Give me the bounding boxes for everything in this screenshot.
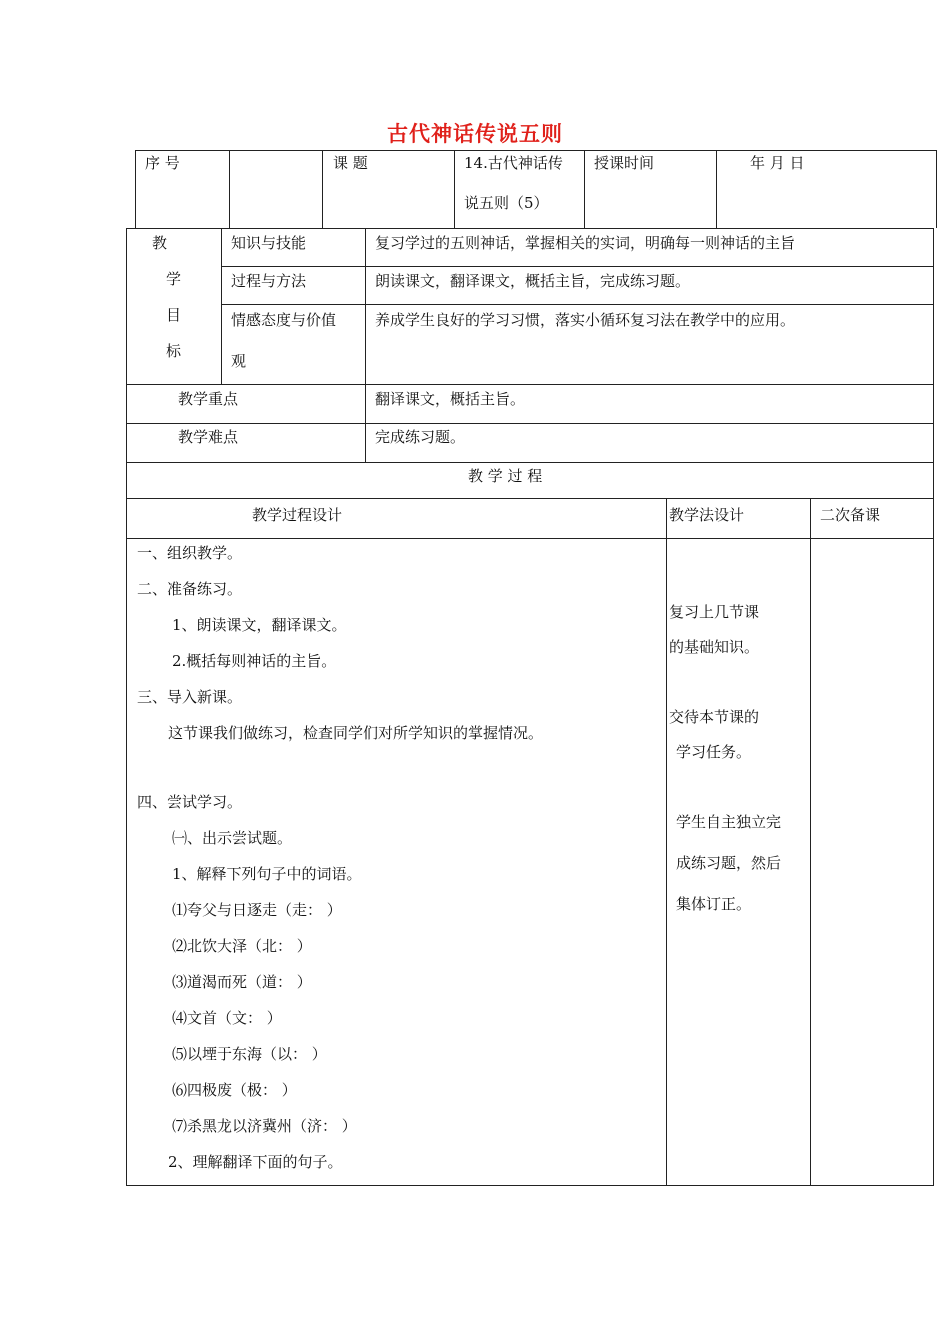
goals-label-char: 教: [152, 234, 168, 252]
rule: [716, 150, 717, 228]
design-line: ⑸以堙于东海（以： ）: [172, 1045, 327, 1063]
rule: [365, 228, 366, 462]
difficulty-label: 教学难点: [178, 428, 239, 446]
design-line: 二、准备练习。: [137, 580, 243, 598]
goal-name: 情感态度与价值: [231, 311, 337, 329]
rule: [126, 1185, 934, 1186]
design-line: 2.概括每则神话的主旨。: [172, 652, 337, 670]
rule: [126, 384, 934, 385]
goal-name: 过程与方法: [231, 272, 307, 290]
method-line: 成练习题，然后: [676, 854, 782, 872]
topic-value-line1: 14.古代神话传: [464, 154, 563, 172]
design-line: 2、理解翻译下面的句子。: [168, 1153, 343, 1171]
design-line: ㈠、出示尝试题。: [172, 829, 293, 847]
focus-value: 翻译课文，概括主旨。: [375, 390, 526, 408]
goals-label-char: 学: [166, 270, 182, 288]
difficulty-value: 完成练习题。: [375, 428, 466, 446]
method-line: 学习任务。: [676, 743, 752, 761]
design-line: ⑹四极废（极： ）: [172, 1081, 297, 1099]
rule: [584, 150, 585, 228]
design-line: 三、导入新课。: [137, 688, 243, 706]
goal-value: 养成学生良好的学习习惯，落实小循环复习法在教学中的应用。: [375, 311, 796, 329]
design-line: 1、朗读课文，翻译课文。: [172, 616, 347, 634]
method-line: 学生自主独立完: [676, 813, 782, 831]
rule: [221, 266, 933, 267]
design-line: 四、尝试学习。: [137, 793, 243, 811]
rule: [126, 228, 127, 1186]
rule: [229, 150, 230, 228]
design-line: 这节课我们做练习，检查同学们对所学知识的掌握情况。: [168, 724, 544, 742]
goals-label-char: 目: [166, 306, 182, 324]
document-title: 古代神话传说五则: [387, 121, 563, 146]
design-line: 一、组织教学。: [137, 544, 243, 562]
rule: [221, 304, 933, 305]
seq-label: 序 号: [145, 154, 180, 172]
goal-name: 知识与技能: [231, 234, 307, 252]
focus-label: 教学重点: [178, 390, 239, 408]
rule: [135, 150, 937, 151]
rule: [126, 462, 934, 463]
rule: [126, 228, 934, 229]
rule: [666, 498, 667, 1186]
design-line: ⑺杀黑龙以济冀州（济： ）: [172, 1117, 357, 1135]
process-title: 教 学 过 程: [468, 467, 543, 485]
rule: [933, 228, 934, 1186]
date-label: 年 月 日: [750, 154, 805, 172]
rule: [322, 150, 323, 228]
design-line: ⑵北饮大泽（北： ）: [172, 937, 312, 955]
topic-label: 课 题: [333, 154, 368, 172]
column-header-method: 教学法设计: [669, 506, 745, 524]
goals-label-char: 标: [166, 342, 182, 360]
rule: [221, 228, 222, 384]
goal-value: 朗读课文，翻译课文，概括主旨，完成练习题。: [375, 272, 691, 290]
rule: [126, 423, 934, 424]
design-line: ⑴夸父与日逐走（走： ）: [172, 901, 342, 919]
design-line: 1、解释下列句子中的词语。: [172, 865, 362, 883]
rule: [135, 150, 136, 228]
design-line: ⑶道渴而死（道： ）: [172, 973, 312, 991]
rule: [936, 150, 937, 228]
topic-value-line2: 说五则（5）: [464, 194, 549, 212]
goal-value: 复习学过的五则神话，掌握相关的实词，明确每一则神话的主旨: [375, 234, 796, 252]
method-line: 复习上几节课: [669, 603, 760, 621]
column-header-second: 二次备课: [820, 506, 881, 524]
method-line: 交待本节课的: [669, 708, 760, 726]
rule: [810, 498, 811, 1186]
method-line: 的基础知识。: [669, 638, 760, 656]
method-line: 集体订正。: [676, 895, 752, 913]
rule: [126, 538, 934, 539]
rule: [454, 150, 455, 228]
rule: [126, 498, 934, 499]
design-line: ⑷文首（文： ）: [172, 1009, 282, 1027]
goal-name: 观: [231, 352, 247, 370]
column-header-design: 教学过程设计: [252, 506, 343, 524]
time-label: 授课时间: [594, 154, 655, 172]
